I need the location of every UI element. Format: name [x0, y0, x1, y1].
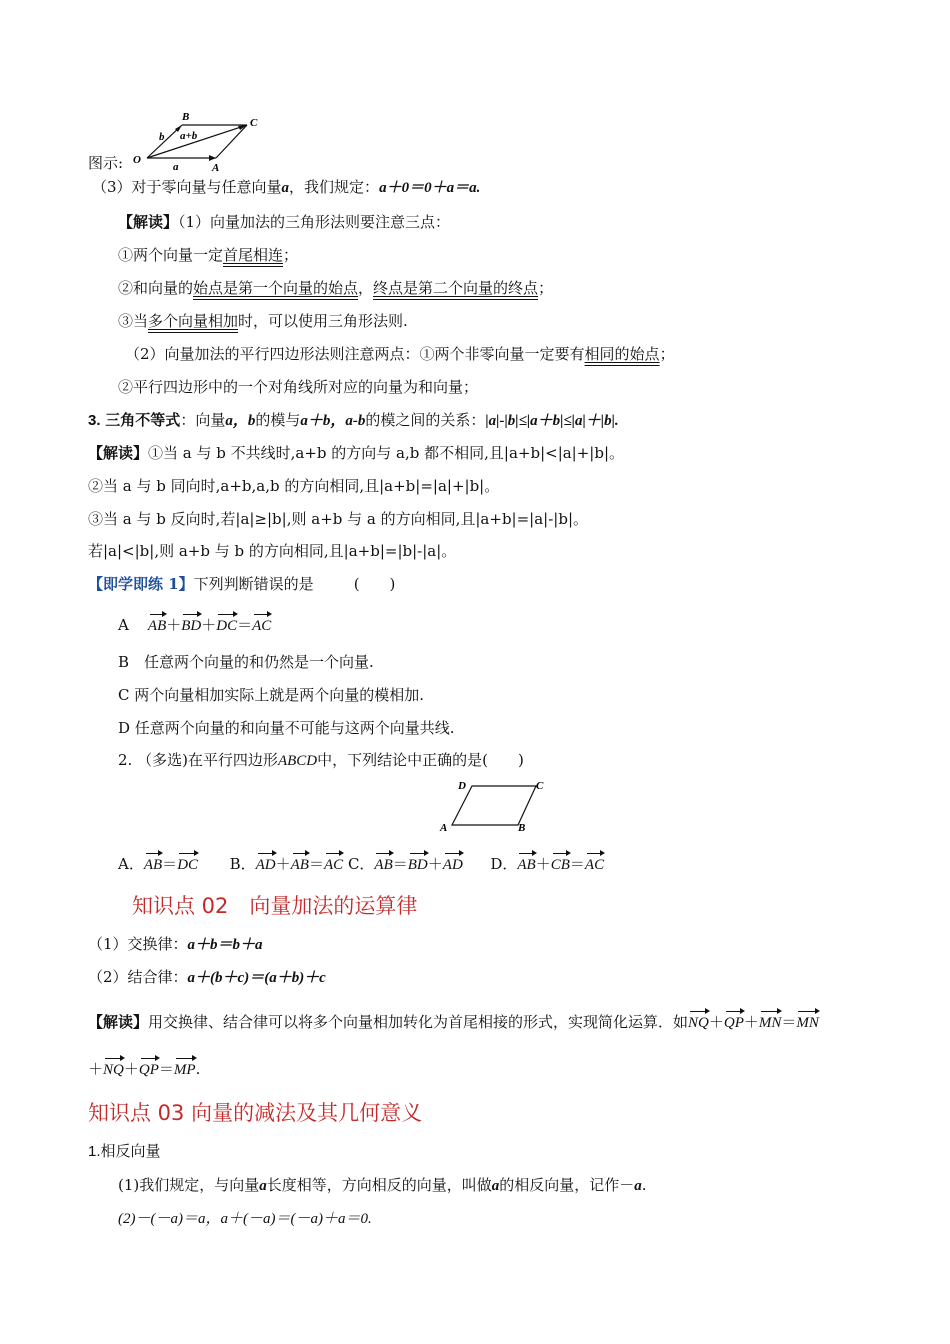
parallelogram-figure-2 — [436, 776, 552, 836]
point-1: ①两个向量一定首尾相连； — [118, 246, 299, 264]
interpretation-6-cont: ＋NQ＋QP＝MP. — [88, 1056, 200, 1080]
option-a: A AB＋BD＋DC＝AC — [118, 612, 271, 636]
option-d: D 任意两个向量的和向量不可能与这两个向量共线. — [118, 719, 455, 737]
label-a: a — [173, 161, 179, 173]
point-4: （2）向量加法的平行四边形法则注意两点：①两个非零向量一定要有相同的始点； — [125, 345, 675, 363]
option-c: C 两个向量相加实际上就是两个向量的模相加. — [118, 686, 425, 704]
label-a-plus-b: a+b — [180, 130, 198, 142]
label-B2: B — [518, 822, 526, 834]
label-A: A — [212, 162, 220, 174]
label-C: C — [250, 117, 258, 129]
interpretation-4: ③当 a 与 b 反向时,若|a|≥|b|,则 a+b 与 a 的方向相同,且|a+b|=|a|-|b|。 — [88, 510, 588, 528]
associative-law: （2）结合律：a＋(b＋c)＝(a＋b)＋c — [88, 968, 326, 986]
rule-3: （3）对于零向量与任意向量a，我们规定：a＋0＝0＋a＝a. — [92, 178, 481, 196]
point-3: ③当多个向量相加时，可以使用三角形法则. — [118, 312, 408, 330]
figure-caption: 图示: — [88, 154, 124, 172]
option-b: B 任意两个向量的和仍然是一个向量. — [118, 653, 374, 671]
commutative-law: （1）交换律：a＋b＝b＋a — [88, 935, 263, 953]
parallelogram-figure-1 — [130, 108, 270, 174]
label-A2: A — [440, 822, 448, 834]
interpretation-3: ②当 a 与 b 同向时,a+b,a,b 的方向相同,且|a+b|=|a|+|b|。 — [88, 477, 500, 495]
triangle-inequality: 3. 三角不等式：向量a，b的模与a＋b，a-b的模之间的关系：|a|-|b|≤|a＋b|≤|a|＋|b|. — [88, 411, 619, 429]
section-title-03: 知识点 03 向量的减法及其几何意义 — [88, 1101, 423, 1125]
interpretation-1: 【解读】（1）向量加法的三角形法则要注意三点： — [118, 213, 451, 231]
rule-opposite-1: (1)我们规定，与向量a长度相等，方向相反的向量，叫做a的相反向量，记作－a. — [118, 1176, 647, 1194]
label-O: O — [133, 154, 141, 166]
point-5: ②平行四边形中的一个对角线所对应的向量为和向量； — [118, 378, 479, 396]
exercise-1: 【即学即练 1】下列判断错误的是 ( ) — [88, 575, 396, 593]
rule-opposite-2: (2)－(－a)＝a，a＋(－a)＝(－a)＋a＝0. — [118, 1211, 372, 1227]
interpretation-2: 【解读】①当 a 与 b 不共线时,a+b 的方向与 a,b 都不相同,且|a+b|<|a|+|b|。 — [88, 444, 625, 462]
question-2: 2. （多选)在平行四边形ABCD中，下列结论中正确的是( ) — [118, 751, 524, 769]
answer-options: A．AB＝DC B．AD＋AB＝AC C．AB＝BD＋AD D．AB＋CB＝AC — [118, 851, 604, 875]
interpretation-5: 若|a|<|b|,则 a+b 与 b 的方向相同,且|a+b|=|b|-|a|。 — [88, 542, 457, 560]
interpretation-6: 【解读】用交换律、结合律可以将多个向量相加转化为首尾相接的形式，实现简化运算．如NQ＋QP＋MN＝MN — [88, 1009, 819, 1033]
label-b: b — [159, 131, 165, 143]
point-2: ②和向量的始点是第一个向量的始点，终点是第二个向量的终点； — [118, 279, 554, 297]
label-C2: C — [536, 780, 544, 792]
section-title-02: 知识点 02 向量加法的运算律 — [132, 894, 418, 918]
label-B: B — [182, 111, 190, 123]
label-D: D — [458, 780, 466, 792]
subsection-opposite-vector: 1.相反向量 — [88, 1143, 161, 1160]
